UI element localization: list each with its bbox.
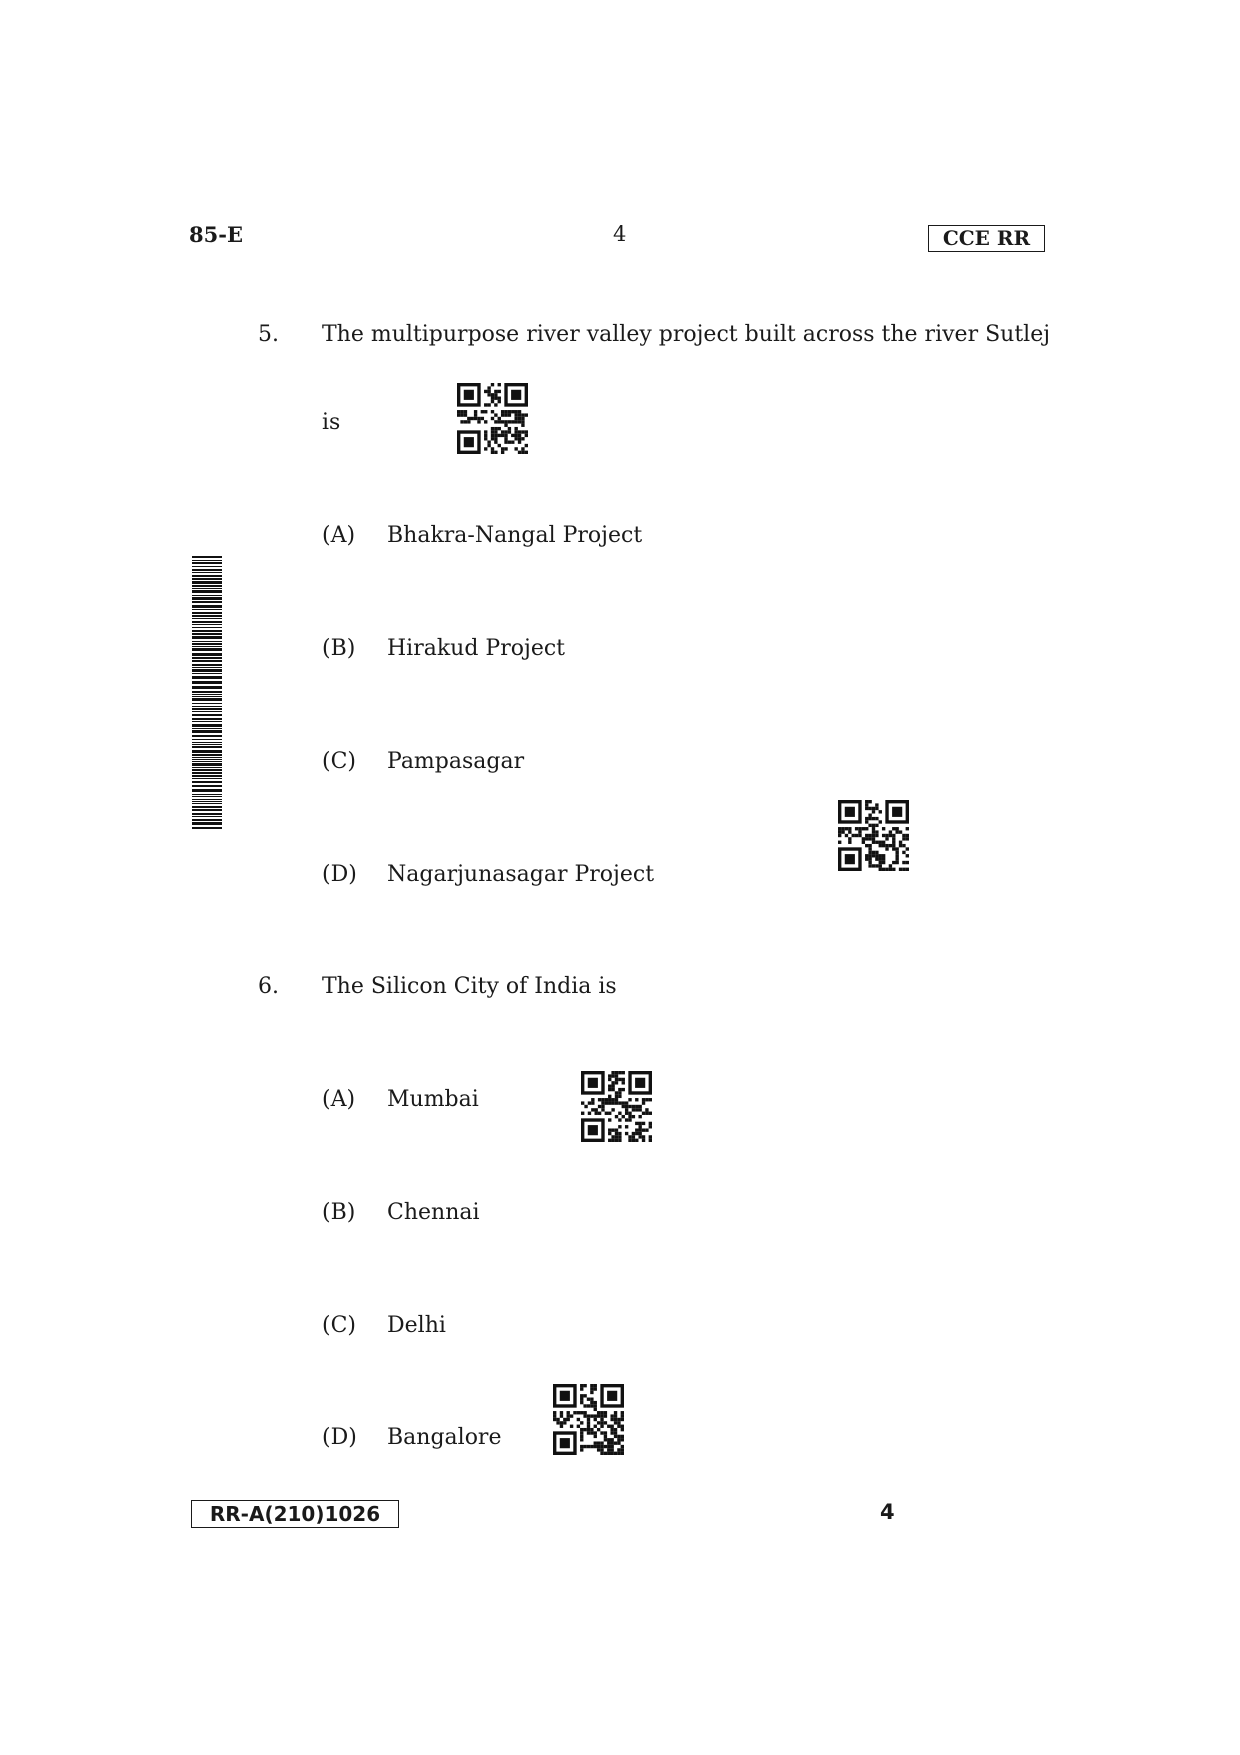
option-letter: (A) bbox=[322, 523, 356, 548]
question-number: 6. bbox=[258, 974, 279, 999]
option-letter: (C) bbox=[322, 749, 356, 774]
question-number: 5. bbox=[258, 322, 279, 347]
option-text: Bangalore bbox=[387, 1425, 502, 1450]
question-text-continued: is bbox=[322, 410, 341, 435]
option-text: Hirakud Project bbox=[387, 636, 565, 661]
option-text: Bhakra-Nangal Project bbox=[387, 523, 643, 548]
question-text: The Silicon City of India is bbox=[322, 974, 617, 999]
option-text: Chennai bbox=[387, 1200, 480, 1225]
qr-code-icon bbox=[838, 800, 909, 871]
barcode-icon bbox=[192, 556, 222, 831]
option-letter: (B) bbox=[322, 636, 356, 661]
question-text: The multipurpose river valley project built across the river Sutlej bbox=[322, 322, 1051, 347]
paper-tag-box: CCE RR bbox=[928, 225, 1045, 252]
option-letter: (C) bbox=[322, 1313, 356, 1338]
option-letter: (D) bbox=[322, 862, 357, 887]
option-letter: (A) bbox=[322, 1087, 356, 1112]
qr-code-icon bbox=[457, 383, 528, 454]
option-text: Nagarjunasagar Project bbox=[387, 862, 655, 887]
qr-code-icon bbox=[581, 1071, 652, 1142]
option-text: Mumbai bbox=[387, 1087, 479, 1112]
page-number: 4 bbox=[613, 222, 627, 246]
option-letter: (D) bbox=[322, 1425, 357, 1450]
option-text: Delhi bbox=[387, 1313, 446, 1338]
option-letter: (B) bbox=[322, 1200, 356, 1225]
paper-code: 85-E bbox=[189, 222, 243, 247]
footer-page-number: 4 bbox=[880, 1500, 895, 1524]
footer-code-box: RR-A(210)1026 bbox=[191, 1500, 399, 1528]
option-text: Pampasagar bbox=[387, 749, 525, 774]
qr-code-icon bbox=[553, 1384, 624, 1455]
